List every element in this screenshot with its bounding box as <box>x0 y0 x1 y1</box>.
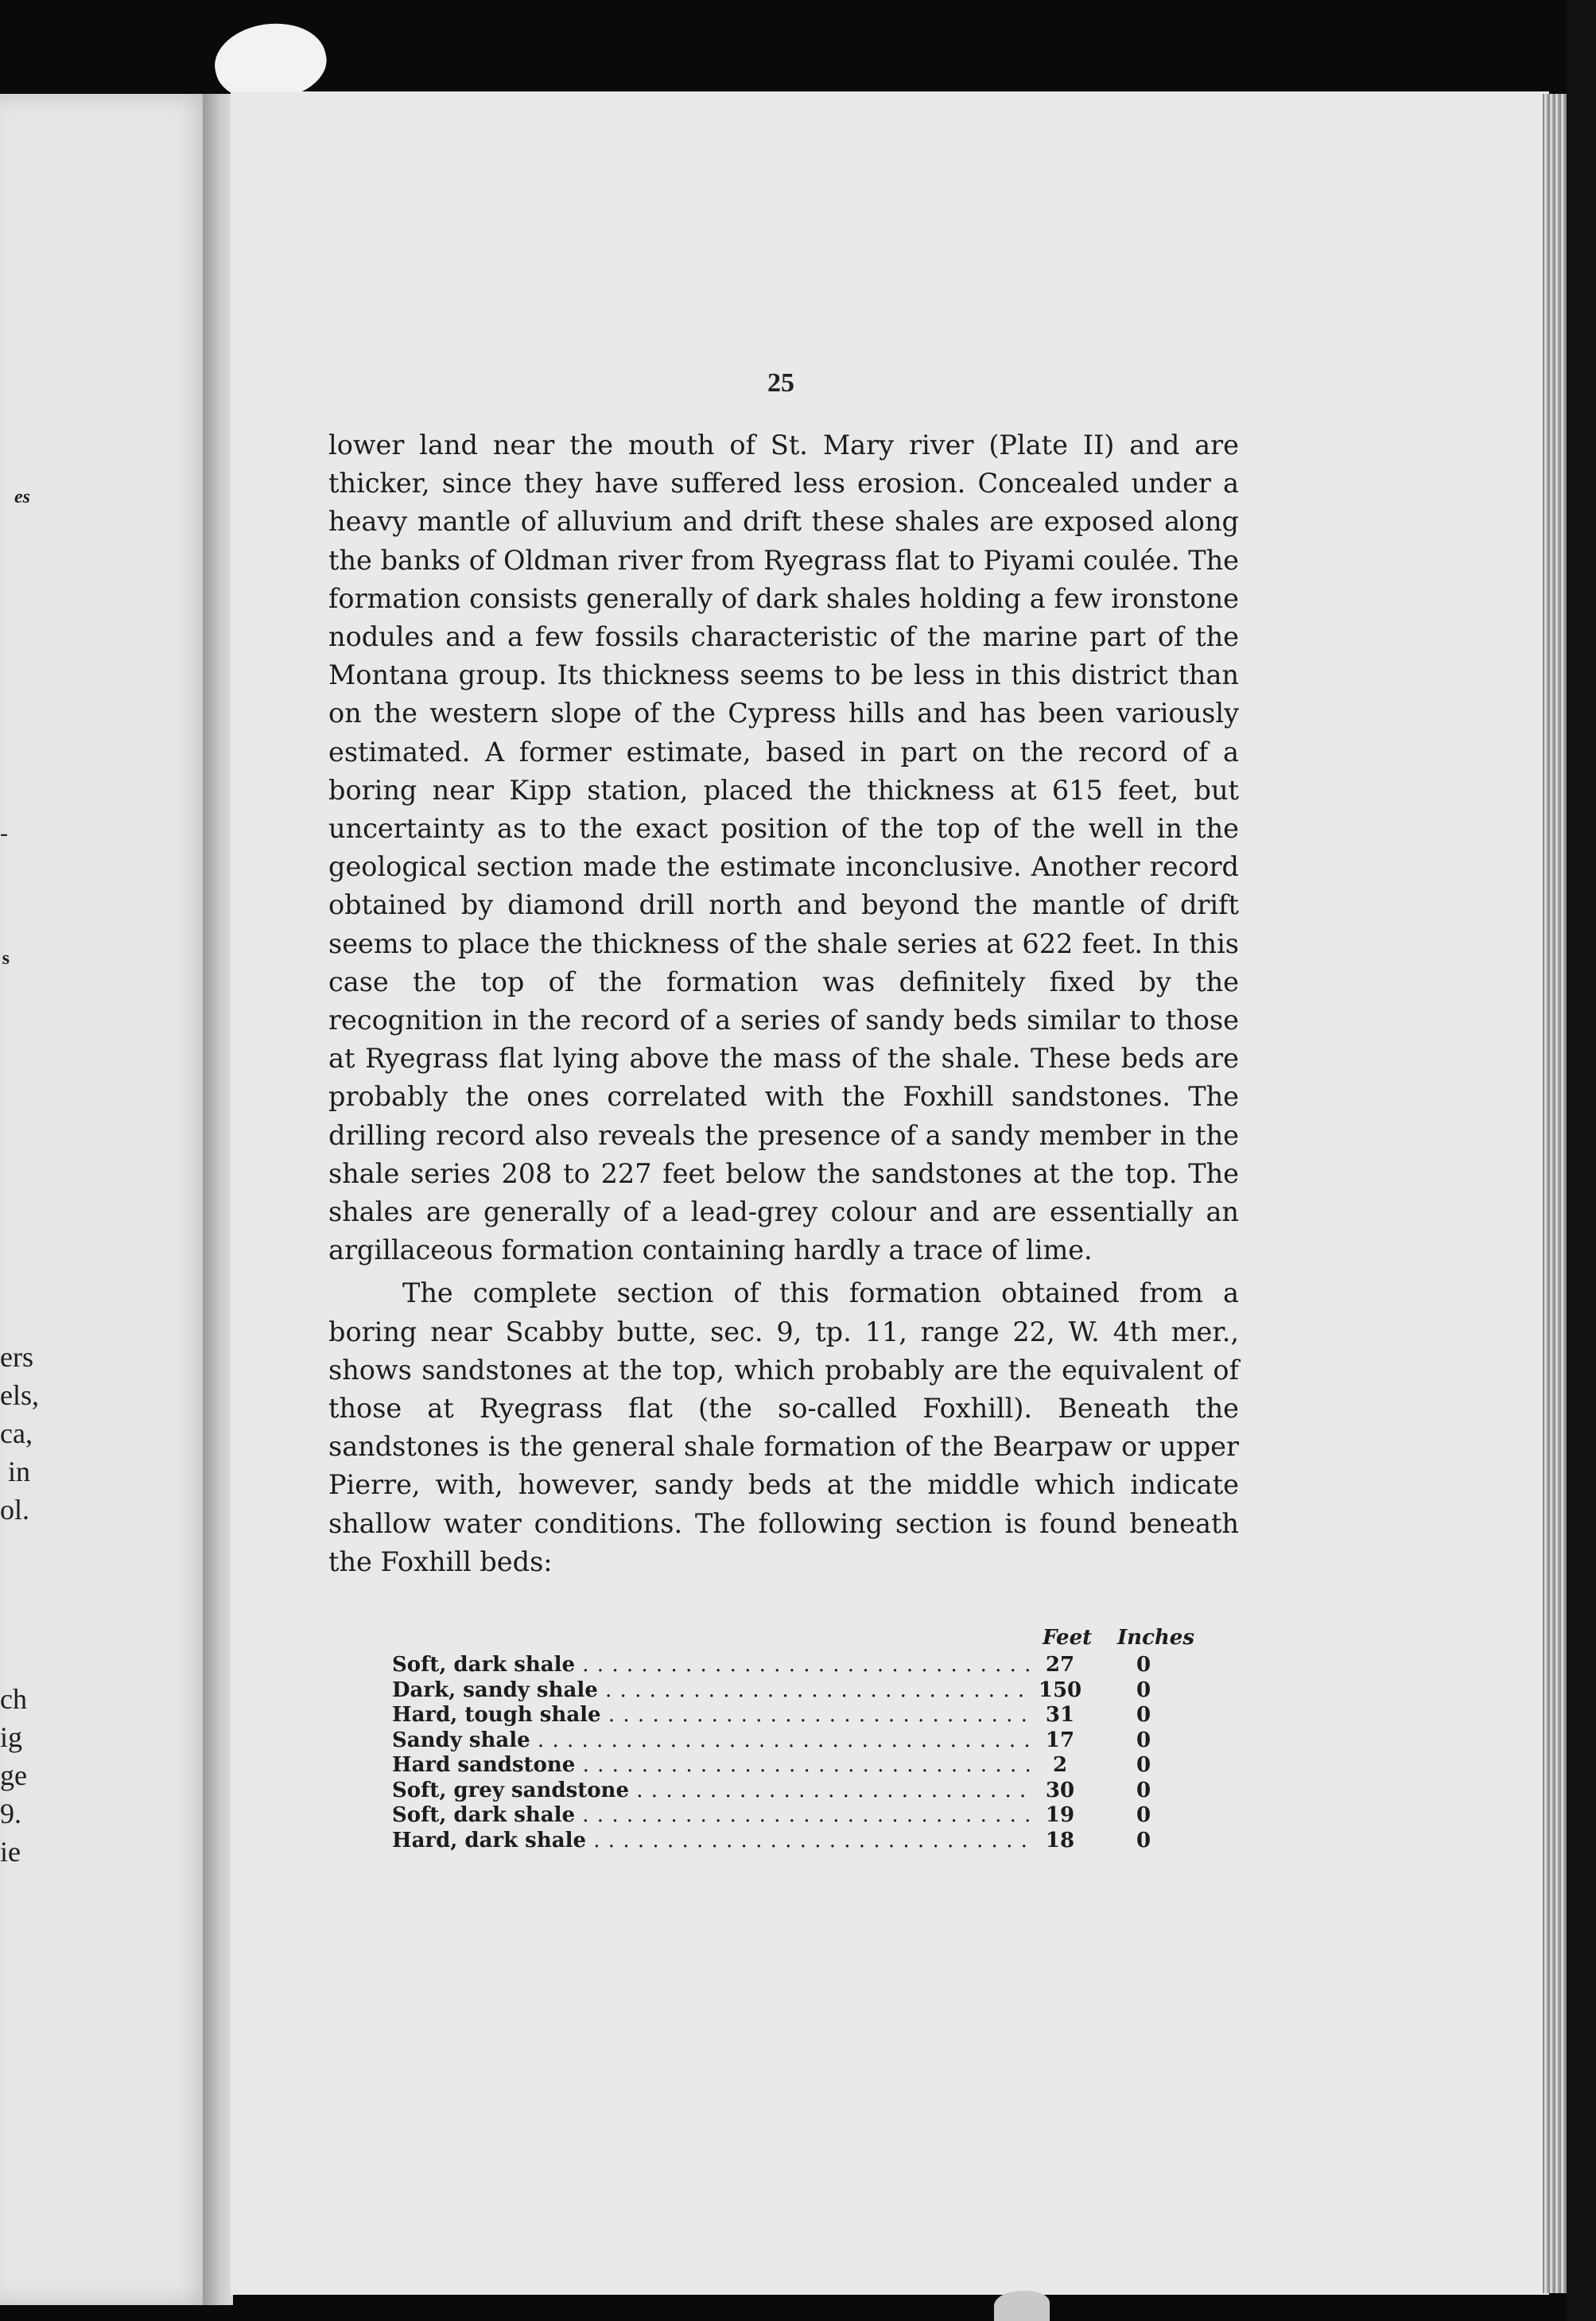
table-row <box>392 1678 1203 1704</box>
row-inches: 0 <box>1136 1778 1151 1802</box>
row-feet: 19 <box>1045 1803 1075 1827</box>
table-row <box>392 1728 1203 1754</box>
row-inches: 0 <box>1136 1678 1151 1702</box>
left-fragment: 9. <box>0 1798 21 1829</box>
book-gutter <box>203 94 233 2305</box>
row-label: Soft, dark shale . . . <box>392 1803 1030 1829</box>
row-feet: 18 <box>1045 1828 1075 1853</box>
left-facing-page <box>0 94 213 2305</box>
row-feet: 30 <box>1045 1778 1075 1802</box>
row-feet: 2 <box>1052 1753 1068 1777</box>
table-header <box>392 1623 1203 1653</box>
table-row <box>392 1653 1203 1678</box>
row-inches: 0 <box>1136 1703 1151 1727</box>
row-inches: 0 <box>1136 1728 1151 1752</box>
header-inches: Inches <box>1117 1626 1194 1650</box>
page-edge-stack <box>1543 94 1567 2293</box>
left-fragment: ge <box>0 1759 27 1791</box>
row-feet: 150 <box>1038 1678 1082 1702</box>
row-label: Dark, sandy shale . . . <box>392 1678 1030 1704</box>
left-fragment: in <box>8 1456 31 1487</box>
body-text <box>328 426 1239 1581</box>
row-inches: 0 <box>1136 1753 1151 1777</box>
table-row <box>392 1803 1203 1829</box>
scan-artifact-bottom <box>994 2291 1050 2321</box>
row-inches: 0 <box>1136 1803 1151 1827</box>
row-label: Soft, grey sandstone . . . <box>392 1779 1030 1804</box>
left-fragment: - <box>0 820 8 846</box>
row-label: Hard, tough shale . . . <box>392 1703 1030 1728</box>
left-fragment: ers <box>0 1341 33 1373</box>
row-feet: 27 <box>1045 1653 1075 1677</box>
left-fragment: els, <box>0 1379 39 1411</box>
left-fragment: ol. <box>0 1494 30 1526</box>
row-inches: 0 <box>1136 1828 1151 1853</box>
left-fragment: es <box>14 487 30 507</box>
table-row <box>392 1703 1203 1728</box>
row-inches: 0 <box>1136 1653 1151 1677</box>
row-label: Hard sandstone . . . <box>392 1753 1030 1779</box>
table-row <box>392 1829 1203 1854</box>
left-fragment: s <box>2 948 10 969</box>
table-row <box>392 1779 1203 1804</box>
left-fragment: ch <box>0 1683 27 1715</box>
paragraph: lower land near the mouth of St. Mary river (Plate II) and are thicker, since they have suffered less erosion. Concealed under a heavy mantle of alluvium and drift these shales are exposed along the banks of Oldman river from Ryegrass flat to Piyami coulée. The formation consists generally of dark shales holding a few ironstone nodules and a few fossils characteristic of the marine part of the Montana group. Its thickness seems to be less in this district than on the western slope of the Cypress hills and has been variously estimated. A former estimate, based in part on the record of a boring near Kipp station, placed the thickness at 615 feet, but uncertainty as to the exact position of the top of the well in the geological section made the estimate inconclusive. Another record obtained by diamond drill north and beyond the mantle of drift seems to place the thickness of the shale series at 622 feet. In this case the top of the formation was definitely fixed by the recognition in the record of a series of sandy beds similar to those at Ryegrass flat lying above the mass of the shale. These beds are probably the ones correlated with the Foxhill sandstones. The drilling record also reveals the presence of a sandy member in the shale series 208 to 227 feet below the sandstones at the top. The shales are generally of a lead-grey colour and are essentially an argillaceous formation containing hardly a trace of lime. <box>328 430 1239 1266</box>
page-number: 25 <box>767 368 794 398</box>
left-fragment: ig <box>0 1721 23 1753</box>
row-label: Soft, dark shale . . . <box>392 1653 1030 1678</box>
table-row <box>392 1753 1203 1779</box>
row-label: Sandy shale . . . <box>392 1728 1030 1754</box>
left-fragment: ca, <box>0 1417 33 1449</box>
scan-border-right <box>1567 0 1596 2321</box>
row-feet: 17 <box>1045 1728 1075 1752</box>
left-fragment: ie <box>0 1836 21 1868</box>
header-feet: Feet <box>1043 1626 1093 1650</box>
section-table <box>392 1623 1203 1853</box>
paragraph: The complete section of this formation obtained from a boring near Scabby butte, sec. 9, tp. 11, range 22, W. 4th mer., shows sandstones at the top, which probably are the equivalent of those at Ryegrass flat (the so-called Foxhill). Beneath the sandstones is the general shale formation of the Bearpaw or upper Pierre, with, however, sandy beds at the middle which indicate shallow water conditions. The following section is found beneath the Foxhill beds: <box>328 1277 1239 1577</box>
row-label: Hard, dark shale . . . <box>392 1829 1030 1854</box>
row-feet: 31 <box>1045 1703 1075 1727</box>
